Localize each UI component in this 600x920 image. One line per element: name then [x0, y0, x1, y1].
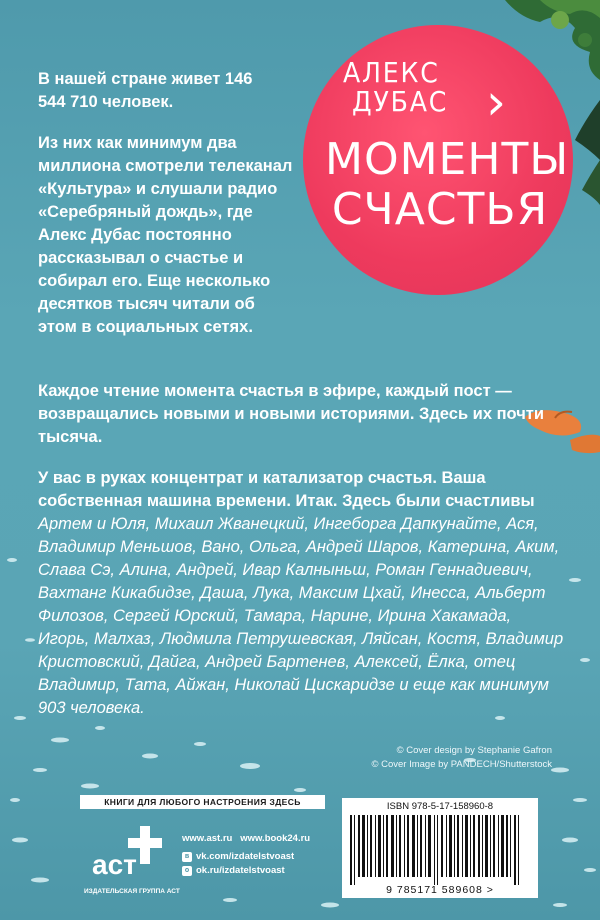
author-line-1: АЛЕКС: [343, 56, 440, 89]
chevron-right-icon: ›: [486, 73, 506, 131]
barcode-bars: [350, 815, 530, 885]
blurb-paragraph-1: В нашей стране живет 146 544 710 человек.: [38, 70, 253, 111]
vk-icon: в: [182, 852, 192, 862]
barcode-digits: 9 785171 589608 >: [386, 884, 494, 896]
book-title: [325, 134, 570, 235]
title-line-1: МОМЕНТЫ: [325, 134, 570, 185]
author-line-2: ДУБАС: [352, 85, 449, 119]
blurb-paragraph-3: Каждое чтение момента счастья в эфире, каждый пост — возвращались новыми и новыми историями. Здесь их почти тысяча.: [38, 382, 545, 446]
blurb-paragraph-2: Из них как минимум два миллиона смотрели телеканал «Культура» и слушали радио «Серебряный дождь», где Алекс Дубас постоянно рассказывал о счастье и собирал его. Еще несколько десятков тысяч читали об этом в социальных сетях.: [38, 134, 293, 336]
isbn-number: ISBN 978-5-17-158960-8: [386, 801, 494, 812]
publisher-tagline: КНИГИ ДЛЯ ЛЮБОГО НАСТРОЕНИЯ ЗДЕСЬ: [80, 795, 325, 809]
ok-icon: о: [182, 866, 192, 876]
ast-logo: [88, 820, 168, 880]
publisher-sites[interactable]: www.ast.ru www.book24.ru: [182, 833, 311, 844]
image-credit: © Cover Image by PANDECH/Shutterstock: [371, 759, 552, 770]
ok-link-text: ok.ru/izdatelstvoast: [196, 865, 285, 876]
names-list: Артем и Юля, Михаил Жванецкий, Ингеборга Дапкунайте, Ася, Владимир Меньшов, Вано, Ольга, Андрей Шаров, Катерина, Аким, Слава Сэ, Алина, Андрей, Ивар Калныньш, Роман Геннадиевич, Вахтанг Кикабидзе, Даша, Лука, Максим Цхай, Инесса, Альберт Филозов, Сергей Юрский, Тамара, Нарине, Ирина Хакамада, Игорь, Малхаз, Людмила Петрушевская, Ляйсан, Костя, Владимир Кристовский, Дайга, Андрей Бартенев, Алексей, Ёлка, отец Владимир, Тата, Айжан, Николай Цискаридзе и еще как минимум 903 человека.: [38, 515, 564, 717]
publisher-links: [182, 830, 310, 880]
design-credit: © Cover design by Stephanie Gafron: [396, 745, 552, 756]
blurb-intro: У вас в руках концентрат и катализатор счастья. Ваша собственная машина времени. Итак. Здесь были счастливы: [38, 469, 535, 510]
vk-link-text: vk.com/izdatelstvoast: [196, 851, 295, 862]
cover-credits: [371, 744, 552, 772]
blurb-paragraph-4: [38, 467, 566, 720]
publisher-caption: ИЗДАТЕЛЬСКАЯ ГРУППА АСТ: [84, 888, 180, 895]
svg-text:аст: аст: [92, 849, 137, 880]
title-line-2: СЧАСТЬЯ: [331, 183, 549, 235]
isbn-barcode: [342, 798, 538, 898]
